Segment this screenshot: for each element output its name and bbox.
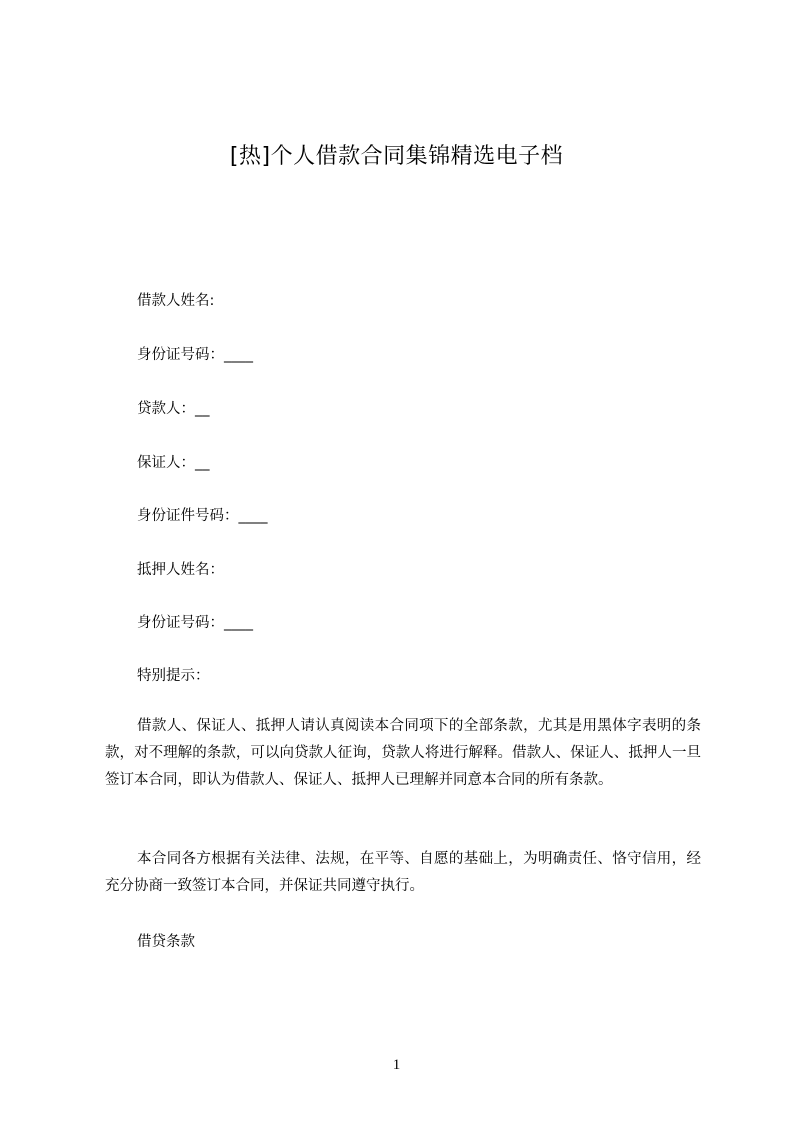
special-notice-label: 特别提示： bbox=[137, 668, 210, 684]
borrower-id-number-field: 身份证号码：____ bbox=[137, 347, 253, 363]
lender-field: 贷款人：__ bbox=[137, 401, 210, 417]
mortgagor-name-field: 抵押人姓名： bbox=[137, 562, 224, 578]
section-heading: 借贷条款 bbox=[137, 934, 195, 950]
document-title: [热]个人借款合同集锦精选电子档 bbox=[229, 144, 564, 169]
borrower-name-field: 借款人姓名: bbox=[137, 293, 215, 309]
contract-purpose-paragraph: 本合同各方根据有关法律、法规，在平等、自愿的基础上，为明确责任、恪守信用，经充分协商一致签订本合同，并保证共同遵守执行。 bbox=[105, 851, 701, 894]
guarantor-field: 保证人：__ bbox=[137, 455, 210, 471]
special-notice-paragraph: 借款人、保证人、抵押人请认真阅读本合同项下的全部条款，尤其是用黑体字表明的条款，对不理解的条款，可以向贷款人征询，贷款人将进行解释。借款人、保证人、抵押人一旦签订本合同，即认为借款人、保证人、抵押人已理解并同意本合同的所有条款。 bbox=[105, 718, 701, 788]
guarantor-id-number-field: 身份证件号码：____ bbox=[137, 508, 268, 524]
mortgagor-id-number-field: 身份证号码：____ bbox=[137, 615, 253, 631]
page-number: 1 bbox=[392, 1057, 401, 1073]
